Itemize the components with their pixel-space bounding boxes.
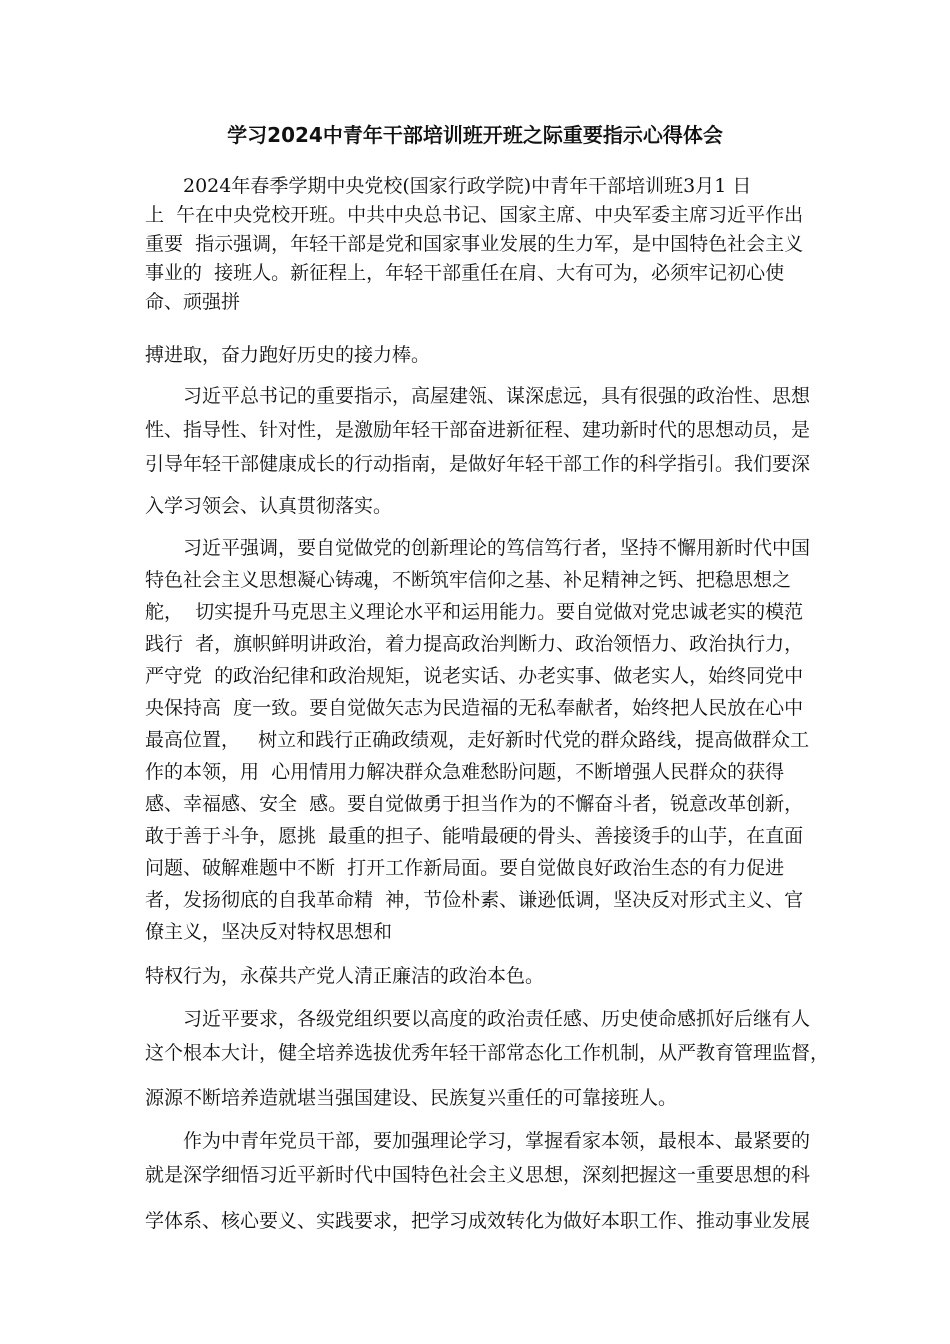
- paragraph-line: 僚主义，坚决反对特权思想和: [145, 921, 393, 943]
- paragraph-line: 搏进取，奋力跑好历史的接力棒。: [145, 344, 431, 366]
- paragraph-line: 感、幸福感、安全 感。要自觉做勇于担当作为的不懈奋斗者，锐意改革创新，: [145, 793, 804, 815]
- paragraph-line: 央保持高 度一致。要自觉做矢志为民造福的无私奉献者，始终把人民放在心中: [145, 697, 804, 719]
- paragraph-line: 入学习领会、认真贯彻落实。: [145, 495, 393, 517]
- paragraph-line: 严守党 的政治纪律和政治规矩，说老实话、办老实事、做老实人，始终同党中: [145, 665, 804, 687]
- paragraph-line: 舵， 切实提升马克思主义理论水平和运用能力。要自觉做对党忠诚老实的模范: [145, 601, 804, 623]
- paragraph-line: 最高位置， 树立和践行正确政绩观，走好新时代党的群众路线，提高做群众工: [145, 729, 810, 751]
- document-title: 学习2024中青年干部培训班开班之际重要指示心得体会: [227, 123, 723, 147]
- paragraph-line: 习近平强调，要自觉做党的创新理论的笃信笃行者，坚持不懈用新时代中国: [145, 537, 811, 559]
- paragraph-line: 作为中青年党员干部，要加强理论学习，掌握看家本领，最根本、最紧要的: [145, 1130, 811, 1152]
- paragraph-line: 者，发扬彻底的自我革命精 神，节俭朴素、谦逊低调，坚决反对形式主义、官: [145, 889, 804, 911]
- paragraph-line: 学体系、核心要义、实践要求，把学习成效转化为做好本职工作、推动事业发展: [145, 1210, 811, 1232]
- paragraph-line: 源源不断培养造就堪当强国建设、民族复兴重任的可靠接班人。: [145, 1087, 678, 1109]
- paragraph-line: 上 午在中央党校开班。中共中央总书记、国家主席、中央军委主席习近平作出: [145, 204, 804, 226]
- paragraph-line: 问题、破解难题中不断 打开工作新局面。要自觉做良好政治生态的有力促进: [145, 857, 785, 879]
- paragraph-line: 重要 指示强调，年轻干部是党和国家事业发展的生力军，是中国特色社会主义: [145, 233, 804, 255]
- paragraph-line: 这个根本大计，健全培养选拔优秀年轻干部常态化工作机制，从严教育管理监督，: [145, 1042, 830, 1064]
- paragraph-line: 事业的 接班人。新征程上，年轻干部重任在肩、大有可为，必须牢记初心使: [145, 262, 785, 284]
- paragraph-line: 2024年春季学期中央党校(国家行政学院)中青年干部培训班3月1 日: [145, 175, 752, 197]
- paragraph-line: 命、顽强拼: [145, 291, 241, 313]
- paragraph-line: 践行 者，旗帜鲜明讲政治，着力提高政治判断力、政治领悟力、政治执行力，: [145, 633, 804, 655]
- paragraph-line: 特色社会主义思想凝心铸魂，不断筑牢信仰之基、补足精神之钙、把稳思想之: [145, 569, 792, 591]
- paragraph-line: 敢于善于斗争，愿挑 最重的担子、能啃最硬的骨头、善接烫手的山芋，在直面: [145, 825, 804, 847]
- paragraph-line: 作的本领，用 心用情用力解决群众急难愁盼问题，不断增强人民群众的获得: [145, 761, 785, 783]
- paragraph-line: 习近平总书记的重要指示，高屋建瓴、谋深虑远，具有很强的政治性、思想: [145, 385, 811, 407]
- paragraph-line: 性、指导性、针对性，是激励年轻干部奋进新征程、建功新时代的思想动员，是: [145, 419, 811, 441]
- paragraph-line: 引导年轻干部健康成长的行动指南，是做好年轻干部工作的科学指引。我们要深: [145, 453, 811, 475]
- paragraph-line: 特权行为，永葆共产党人清正廉洁的政治本色。: [145, 965, 545, 987]
- paragraph-line: 就是深学细悟习近平新时代中国特色社会主义思想，深刻把握这一重要思想的科: [145, 1164, 811, 1186]
- paragraph-line: 习近平要求，各级党组织要以高度的政治责任感、历史使命感抓好后继有人: [145, 1008, 811, 1030]
